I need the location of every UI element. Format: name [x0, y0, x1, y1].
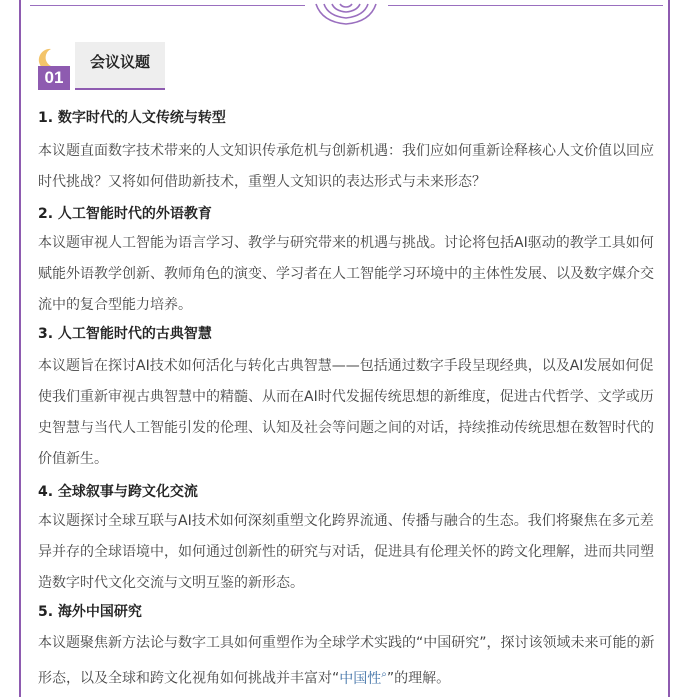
- topic-title: 3. 人工智能时代的古典智慧: [38, 326, 212, 342]
- cloud-ornament-icon: [310, 0, 382, 26]
- top-divider-left: [30, 5, 305, 6]
- topic-body: 本议题审视人工智能为语言学习、教学与研究带来的机遇与挑战。讨论将包括AI驱动的教学工具如何赋能外语教学创新、教师角色的演变、学习者在人工智能学习环境中的主体性发展、以及数字媒介交流中的复合型能力培养。: [38, 235, 654, 313]
- left-border: [19, 0, 21, 697]
- top-divider-right: [388, 5, 663, 6]
- topic-body: 本议题旨在探讨AI技术如何活化与转化古典智慧——包括通过数字手段呈现经典，以及AI发展如何促使我们重新审视古典智慧中的精髓、从而在AI时代发掘传统思想的新维度，促进古代哲学、文学或历史智慧与当代人工智能引发的伦理、认知及社会等问题之间的对话，持续推动传统思想在数智时代的价值新生。: [38, 358, 654, 467]
- section-number: 01: [38, 66, 70, 90]
- search-link[interactable]: [339, 671, 387, 687]
- section-header: [33, 42, 173, 94]
- topic-body: [38, 628, 660, 695]
- search-icon[interactable]: ⌕: [381, 669, 387, 680]
- topic-title: 2. 人工智能时代的外语教育: [38, 206, 212, 222]
- topic-title: 5. 海外中国研究: [38, 604, 142, 620]
- section-title: 会议议题: [75, 42, 165, 90]
- topic-title: 4. 全球叙事与跨文化交流: [38, 484, 198, 500]
- topic-body: 本议题直面数字技术带来的人文知识传承危机与创新机遇：我们应如何重新诠释核心人文价值以回应时代挑战？又将如何借助新技术，重塑人文知识的表达形式与未来形态？: [38, 143, 654, 190]
- topic-body-text-end: ”的理解。: [386, 670, 451, 687]
- topic-body-text: 本议题聚焦新方法论与数字工具如何重塑作为全球学术实践的“中国研究”，探讨该领域未来可能的新形态，以及全球和跨文化视角如何挑战并丰富对“: [38, 635, 655, 687]
- right-border: [668, 0, 670, 697]
- topic-body: 本议题探讨全球互联与AI技术如何深刻重塑文化跨界流通、传播与融合的生态。我们将聚焦在多元差异并存的全球语境中，如何通过创新性的研究与对话，促进具有伦理关怀的跨文化理解，进而共同塑造数字时代文化交流与文明互鉴的新形态。: [38, 513, 654, 591]
- search-link-text[interactable]: 中国性: [339, 670, 382, 687]
- topic-title: 1. 数字时代的人文传统与转型: [38, 110, 226, 126]
